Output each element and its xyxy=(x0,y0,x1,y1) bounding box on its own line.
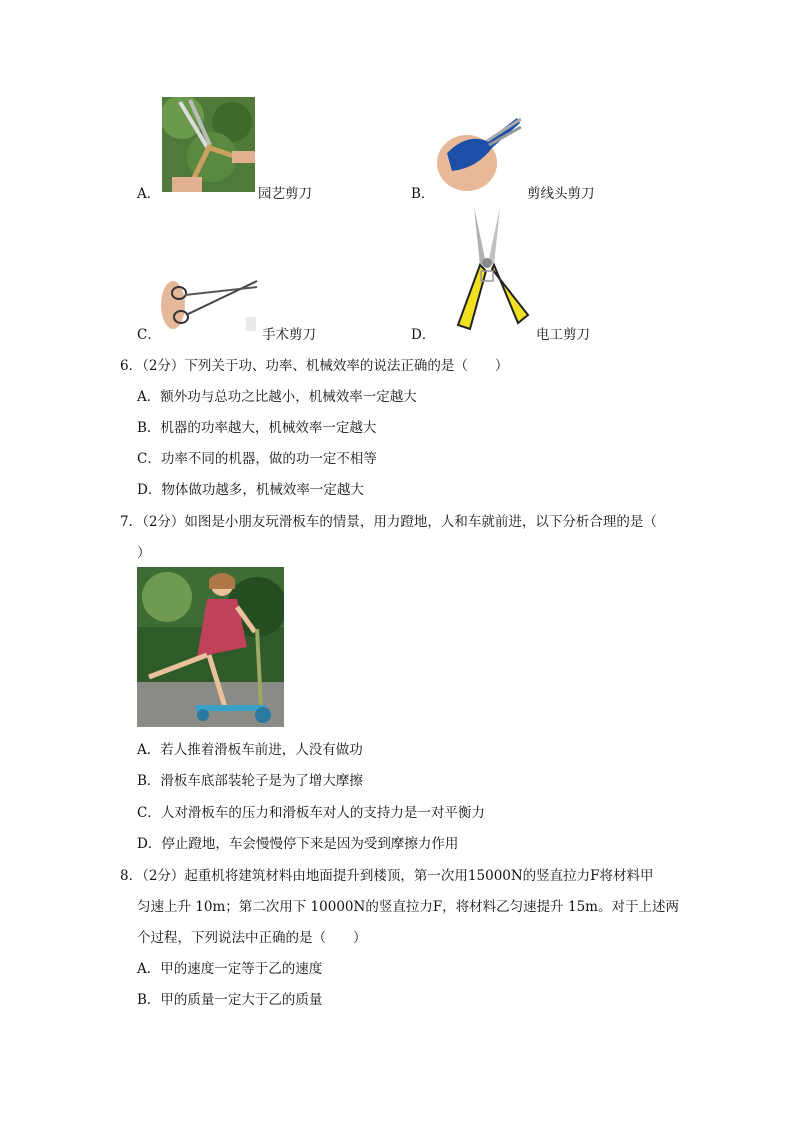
question-8-stem-line-2: 匀速上升 10m；第二次用下 10000N的竖直拉力F，将材料乙匀速提升 15m。对于上述两 xyxy=(137,899,679,915)
option-c-label: 手术剪刀 xyxy=(262,327,316,343)
question-6-stem: 6．（2分）下列关于功、功率、机械效率的说法正确的是（ ） xyxy=(120,358,509,374)
option-b-label: 剪线头剪刀 xyxy=(527,186,595,202)
question-7-stem-line-2: ） xyxy=(137,545,151,561)
question-7-option-d: D．停止蹬地，车会慢慢停下来是因为受到摩擦力作用 xyxy=(137,836,459,852)
question-8-option-a: A．甲的速度一定等于乙的速度 xyxy=(137,961,323,977)
question-8-stem-line-3: 个过程，下列说法中正确的是（ ） xyxy=(137,930,367,946)
question-7-stem-line-1: 7．（2分）如图是小朋友玩滑板车的情景，用力蹬地，人和车就前进，以下分析合理的是（ xyxy=(120,514,657,530)
scooter-girl-image xyxy=(137,567,284,727)
question-7-option-c: C．人对滑板车的压力和滑板车对人的支持力是一对平衡力 xyxy=(137,805,485,821)
question-8-stem-line-1: 8．（2分）起重机将建筑材料由地面提升到楼顶，第一次用15000N的竖直拉力F将材料甲 xyxy=(120,868,654,884)
option-b-letter: B． xyxy=(411,186,435,202)
option-d-label: 电工剪刀 xyxy=(536,327,590,343)
question-8-option-b: B．甲的质量一定大于乙的质量 xyxy=(137,992,323,1008)
question-6-option-b: B．机器的功率越大，机械效率一定越大 xyxy=(137,420,377,436)
question-6-option-d: D．物体做功越多，机械效率一定越大 xyxy=(137,482,364,498)
option-a-label: 园艺剪刀 xyxy=(258,186,312,202)
question-6-option-a: A．额外功与总功之比越小，机械效率一定越大 xyxy=(137,389,417,405)
question-7-option-b: B．滑板车底部装轮子是为了增大摩擦 xyxy=(137,773,363,789)
question-7-option-a: A．若人推着滑板车前进，人没有做功 xyxy=(137,742,363,758)
garden-shears-image xyxy=(162,97,255,192)
option-d-letter: D． xyxy=(411,327,436,343)
surgical-scissors-image xyxy=(161,277,259,333)
thread-snips-image xyxy=(437,113,523,192)
electrician-scissors-image xyxy=(440,205,532,333)
option-c-letter: C． xyxy=(137,327,161,343)
option-a-letter: A． xyxy=(137,186,161,202)
question-6-option-c: C．功率不同的机器，做的功一定不相等 xyxy=(137,451,377,467)
